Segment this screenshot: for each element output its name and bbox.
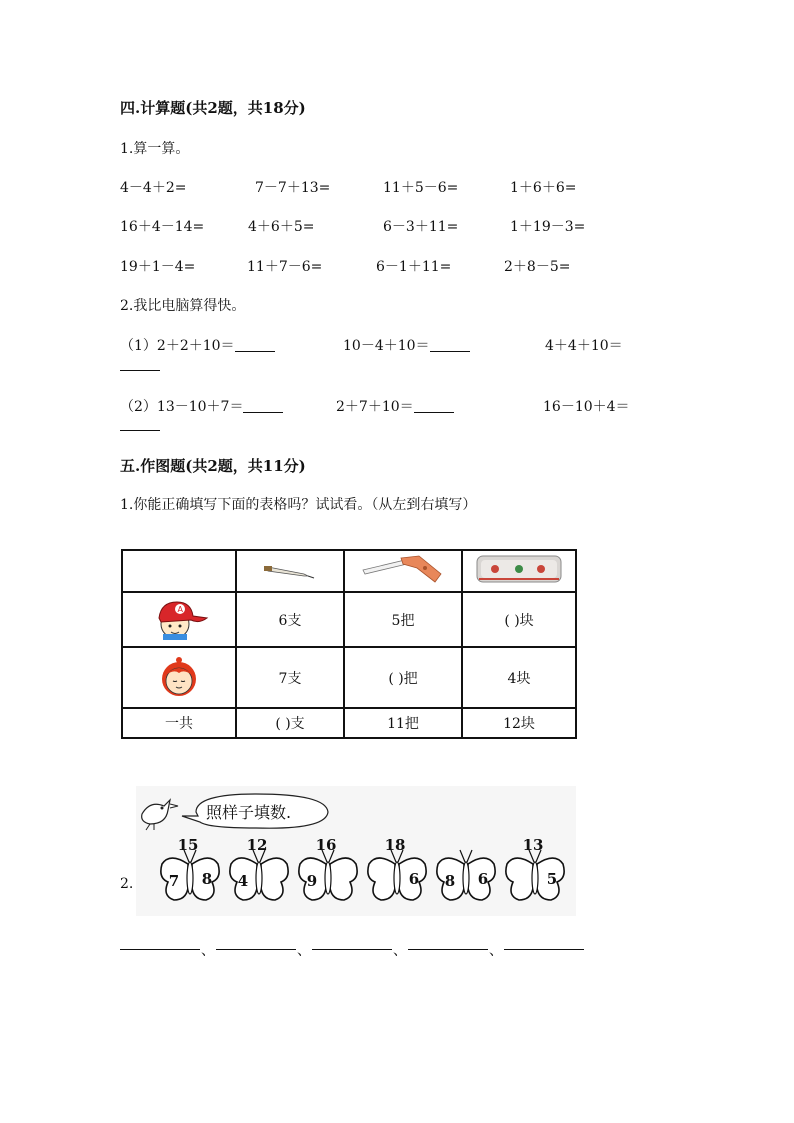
butterfly-top-number: 13 xyxy=(522,836,544,854)
calc-item: 7－7＋13= xyxy=(255,180,331,196)
fill-expression: 2＋7＋10＝ xyxy=(336,399,414,415)
calc-item: 4－4＋2= xyxy=(120,180,187,196)
answer-blank[interactable] xyxy=(408,949,488,950)
answer-blank[interactable] xyxy=(120,416,160,431)
q2-title: 2.我比电脑算得快。 xyxy=(120,298,246,314)
answer-blank[interactable] xyxy=(235,337,275,352)
q1-title: 1.算一算。 xyxy=(120,141,190,157)
calc-item: 16＋4－14= xyxy=(120,219,205,235)
calc-item: 6－3＋11= xyxy=(383,219,459,235)
answer-blank[interactable] xyxy=(312,949,392,950)
boy-cell xyxy=(122,592,236,647)
cell: 6支 xyxy=(236,592,344,647)
pencil-header xyxy=(236,550,344,592)
answer-blank[interactable] xyxy=(414,398,454,413)
butterfly-body xyxy=(256,862,262,894)
butterfly-body xyxy=(394,862,400,894)
butterfly-left-number: 4 xyxy=(237,872,249,890)
calc-item: 1＋19－3= xyxy=(510,219,586,235)
cell: 11把 xyxy=(344,708,462,738)
calc-item: 6－1＋11= xyxy=(376,259,452,275)
butterfly-right-number: 5 xyxy=(546,870,558,888)
pencil-case-header xyxy=(462,550,576,592)
girl-icon xyxy=(154,651,204,701)
fill-table xyxy=(121,549,577,739)
separator: 、 xyxy=(489,943,503,959)
answer-cell[interactable]: ( )块 xyxy=(462,592,576,647)
pencil-icon xyxy=(264,559,316,579)
fill-item xyxy=(545,335,623,355)
corner-cell xyxy=(122,550,236,592)
butterfly-body xyxy=(325,862,331,894)
butterfly-right-number: 6 xyxy=(408,870,420,888)
butterfly-left-number: 8 xyxy=(444,872,456,890)
separator: 、 xyxy=(297,943,311,959)
cell: 7支 xyxy=(236,647,344,708)
boy-icon xyxy=(147,596,211,640)
answer-cell[interactable]: ( )把 xyxy=(344,647,462,708)
answer-blank[interactable] xyxy=(120,949,200,950)
svg-text:A: A xyxy=(177,604,183,614)
answer-blank[interactable] xyxy=(120,356,160,371)
fill-item xyxy=(343,335,470,355)
separator: 、 xyxy=(201,943,215,959)
calc-item: 2＋8－5= xyxy=(504,259,571,275)
fill-expression: （1）2＋2＋10＝ xyxy=(120,338,235,354)
fill-expression: 4＋4＋10＝ xyxy=(545,338,623,354)
calc-item: 19＋1－4= xyxy=(120,259,196,275)
calc-item: 1＋6＋6= xyxy=(510,180,577,196)
butterfly-top-number: 18 xyxy=(384,836,406,854)
butterfly-figure xyxy=(136,786,576,916)
pencil-case-icon xyxy=(475,552,563,586)
fill-expression: 10－4＋10＝ xyxy=(343,338,430,354)
knife-header xyxy=(344,550,462,592)
butterfly-top-number: 15 xyxy=(177,836,199,854)
fill-item xyxy=(336,396,454,416)
total-label: 一共 xyxy=(122,708,236,738)
cell: 4块 xyxy=(462,647,576,708)
calc-item: 4＋6＋5= xyxy=(248,219,315,235)
fill-item xyxy=(543,396,630,416)
answer-blank[interactable] xyxy=(243,398,283,413)
butterfly-left-number: 7 xyxy=(168,872,180,890)
answer-blank[interactable] xyxy=(216,949,296,950)
knife-icon xyxy=(361,552,445,586)
butterfly-left-number: 9 xyxy=(306,872,318,890)
answer-cell[interactable]: ( )支 xyxy=(236,708,344,738)
butterfly-top-number: 16 xyxy=(315,836,337,854)
calc-item: 11＋7－6= xyxy=(247,259,323,275)
section5-heading: 五.作图题(共2题，共11分) xyxy=(120,457,306,475)
butterfly-right-number: 8 xyxy=(201,870,213,888)
girl-cell xyxy=(122,647,236,708)
butterfly-body xyxy=(187,862,193,894)
butterfly-body xyxy=(463,862,469,894)
section4-heading: 四.计算题(共2题，共18分) xyxy=(120,99,306,117)
cell: 5把 xyxy=(344,592,462,647)
q1-title: 1.你能正确填写下面的表格吗？试试看。（从左到右填写） xyxy=(120,497,477,513)
fill-expression: （2）13－10＋7＝ xyxy=(120,399,244,415)
separator: 、 xyxy=(393,943,407,959)
cell: 12块 xyxy=(462,708,576,738)
answer-blank[interactable] xyxy=(504,949,584,950)
q2-number: 2. xyxy=(120,876,134,892)
fill-item xyxy=(120,335,275,355)
fill-expression: 16－10＋4＝ xyxy=(543,399,630,415)
bubble-text: 照样子填数. xyxy=(206,803,292,822)
butterfly-top-number: 12 xyxy=(246,836,268,854)
butterfly-body xyxy=(532,862,538,894)
answer-blank[interactable] xyxy=(430,337,470,352)
fill-item xyxy=(120,396,283,416)
butterfly-right-number: 6 xyxy=(477,870,489,888)
calc-item: 11＋5－6= xyxy=(383,180,459,196)
